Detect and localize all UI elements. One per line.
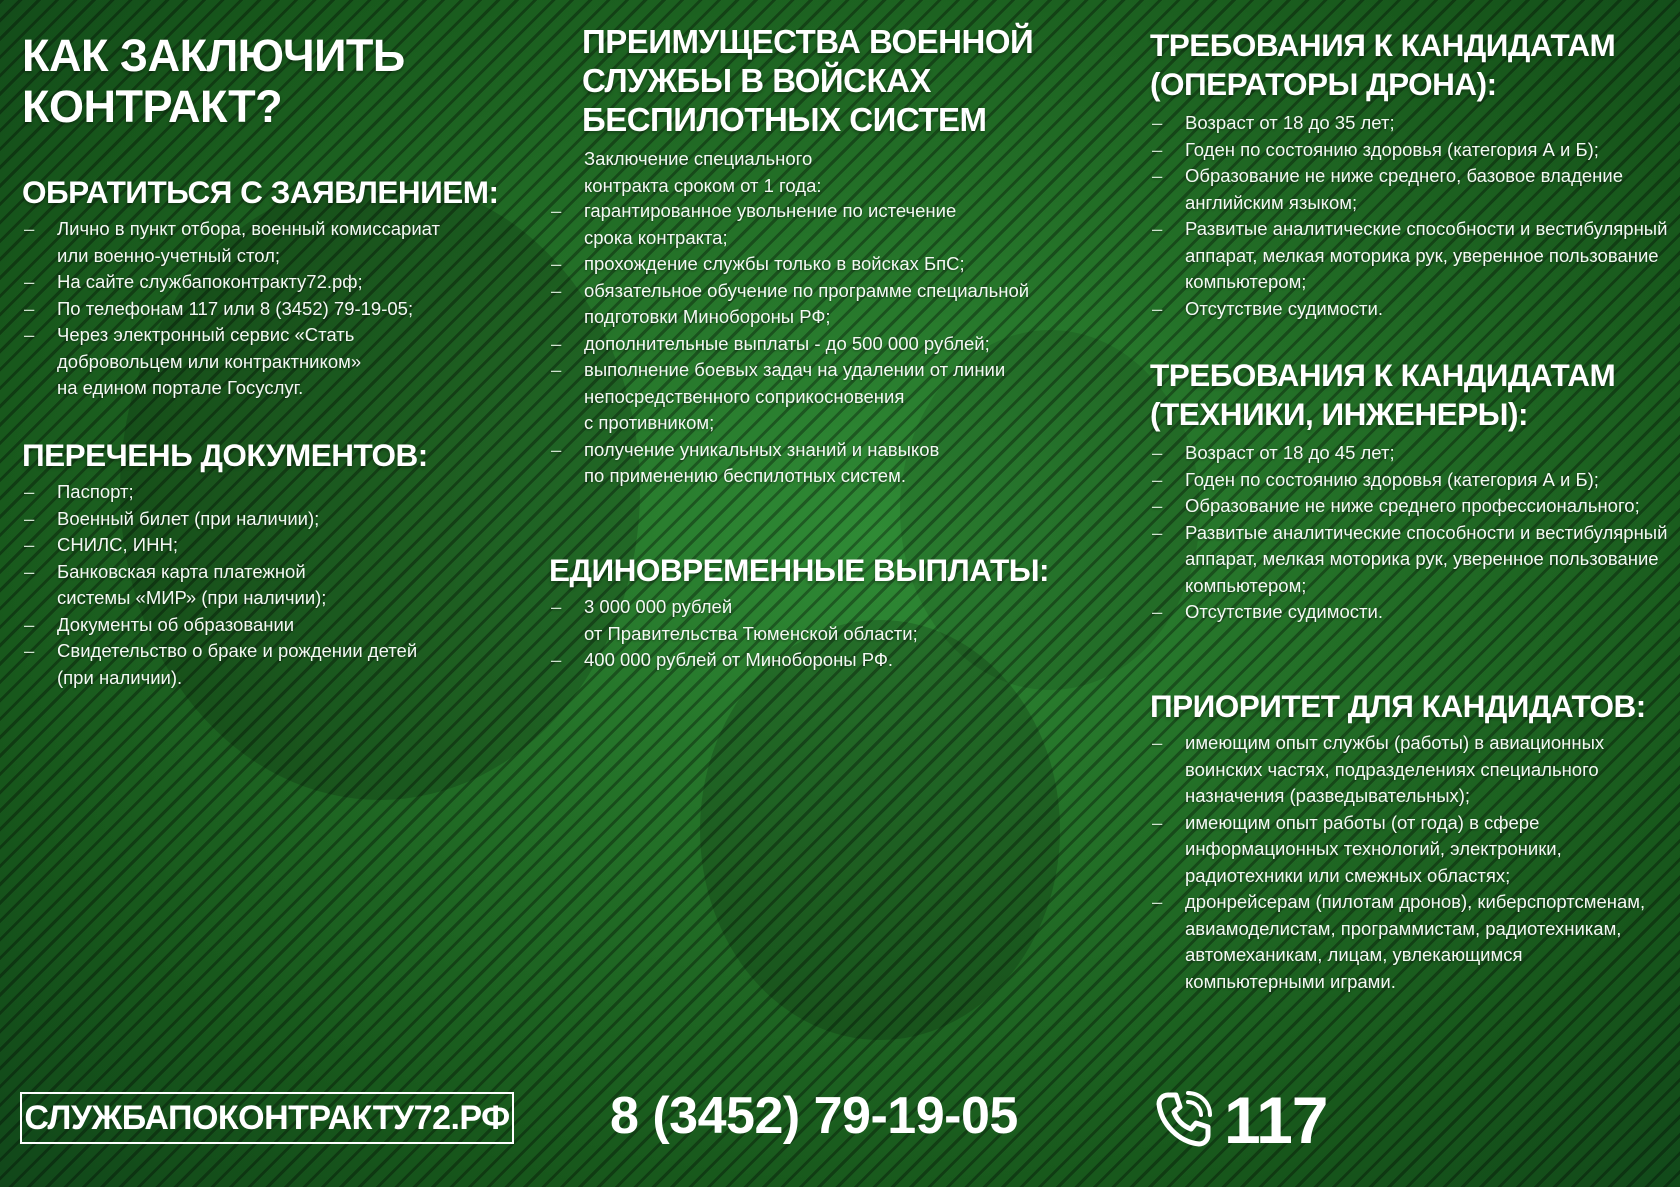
list-item: – прохождение службы только в войсках БпС; [549, 251, 1109, 278]
list-item: – На сайте службапоконтракту72.рф; [22, 269, 582, 296]
list-item: – получение уникальных знаний и навыков по применению беспилотных систем. [549, 437, 1109, 490]
engineers-list [1150, 440, 1670, 626]
list-item: – Годен по состоянию здоровья (категория А и Б); [1150, 137, 1670, 164]
priority-heading: ПРИОРИТЕТ ДЛЯ КАНДИДАТОВ: [1150, 688, 1646, 724]
list-item: – Развитые аналитические способности и вестибулярный аппарат, мелкая моторика рук, уверенное пользование компьютером; [1150, 520, 1670, 600]
list-item: – СНИЛС, ИНН; [22, 532, 582, 559]
background-silhouette [700, 620, 1060, 1040]
operators-list [1150, 110, 1670, 322]
list-item: – Отсутствие судимости. [1150, 296, 1670, 323]
list-item: – Лично в пункт отбора, военный комиссариат или военно-учетный стол; [22, 216, 582, 269]
documents-list [22, 479, 582, 691]
advantages-intro: Заключение специального контракта сроком от 1 года: [584, 148, 822, 196]
documents-heading: ПЕРЕЧЕНЬ ДОКУМЕНТОВ: [22, 437, 428, 473]
application-list [22, 216, 582, 402]
engineers-heading-line: (ТЕХНИКИ, ИНЖЕНЕРЫ): [1150, 396, 1528, 432]
list-item: – 400 000 рублей от Минобороны РФ. [549, 647, 1109, 674]
section-priority [1150, 688, 1670, 995]
list-item: – 3 000 000 рублей от Правительства Тюменской области; [549, 594, 1109, 647]
section-payments [549, 552, 1109, 674]
phone-number[interactable]: 8 (3452) 79-19-05 [610, 1087, 1018, 1145]
section-engineers [1150, 356, 1670, 626]
list-item: – гарантированное увольнение по истечение срока контракта; [549, 198, 1109, 251]
payments-heading: ЕДИНОВРЕМЕННЫЕ ВЫПЛАТЫ: [549, 552, 1050, 588]
section-application [22, 174, 582, 402]
advantages-heading-line: БЕСПИЛОТНЫХ СИСТЕМ [582, 101, 987, 138]
operators-heading [1150, 26, 1670, 104]
list-item: – Образование не ниже среднего, базовое владение английским языком; [1150, 163, 1670, 216]
list-item: – Через электронный сервис «Стать добровольцем или контрактником» на едином портале Госуслуг. [22, 322, 582, 402]
advantages-heading [582, 22, 1122, 139]
section-advantages [582, 22, 1122, 139]
list-item: – Развитые аналитические способности и вестибулярный аппарат, мелкая моторика рук, уверенное пользование компьютером; [1150, 216, 1670, 296]
list-item: – Возраст от 18 до 45 лет; [1150, 440, 1670, 467]
list-item: – Военный билет (при наличии); [22, 506, 582, 533]
payments-list [549, 594, 1109, 674]
list-item: – Возраст от 18 до 35 лет; [1150, 110, 1670, 137]
advantages-heading-line: ПРЕИМУЩЕСТВА ВОЕННОЙ [582, 23, 1034, 60]
operators-heading-line: (ОПЕРАТОРЫ ДРОНА): [1150, 66, 1497, 102]
hotline-number[interactable]: 117 [1224, 1083, 1328, 1157]
engineers-heading-line: ТРЕБОВАНИЯ К КАНДИДАТАМ [1150, 357, 1616, 393]
phone-icon [1152, 1089, 1214, 1151]
list-item: – имеющим опыт работы (от года) в сфере информационных технологий, электроники, радиотехники или смежных областях; [1150, 810, 1670, 890]
list-item: – Годен по состоянию здоровья (категория А и Б); [1150, 467, 1670, 494]
list-item: – Свидетельство о браке и рождении детей (при наличии). [22, 638, 582, 691]
list-item: – Отсутствие судимости. [1150, 599, 1670, 626]
section-operators [1150, 26, 1670, 322]
application-heading: ОБРАТИТЬСЯ С ЗАЯВЛЕНИЕМ: [22, 174, 499, 210]
list-item: – дополнительные выплаты - до 500 000 рублей; [549, 331, 1109, 358]
hotline[interactable] [1152, 1082, 1327, 1158]
main-title [22, 30, 582, 133]
list-item: – имеющим опыт службы (работы) в авиационных воинских частях, подразделениях специального назначения (разведывательных); [1150, 730, 1670, 810]
list-item: – По телефонам 117 или 8 (3452) 79-19-05; [22, 296, 582, 323]
section-documents [22, 437, 582, 691]
website-link[interactable]: СЛУЖБАПОКОНТРАКТУ72.РФ [20, 1092, 514, 1144]
advantages-list [549, 198, 1109, 490]
list-item: – дронрейсерам (пилотам дронов), киберспортсменам, авиамоделистам, программистам, радиотехникам, автомеханикам, лицам, увлекающимся компьютерными играми. [1150, 889, 1670, 995]
list-item: – Документы об образовании [22, 612, 582, 639]
operators-heading-line: ТРЕБОВАНИЯ К КАНДИДАТАМ [1150, 27, 1616, 63]
list-item: – выполнение боевых задач на удалении от линии непосредственного соприкосновения с противником; [549, 357, 1109, 437]
list-item: – Банковская карта платежной системы «МИР» (при наличии); [22, 559, 582, 612]
list-item: – обязательное обучение по программе специальной подготовки Минобороны РФ; [549, 278, 1109, 331]
list-item: – Паспорт; [22, 479, 582, 506]
main-title-line: КОНТРАКТ? [22, 81, 283, 133]
engineers-heading [1150, 356, 1670, 434]
advantages-heading-line: СЛУЖБЫ В ВОЙСКАХ [582, 62, 931, 99]
priority-list [1150, 730, 1670, 995]
main-title-line: КАК ЗАКЛЮЧИТЬ [22, 30, 405, 81]
list-item: – Образование не ниже среднего профессионального; [1150, 493, 1670, 520]
